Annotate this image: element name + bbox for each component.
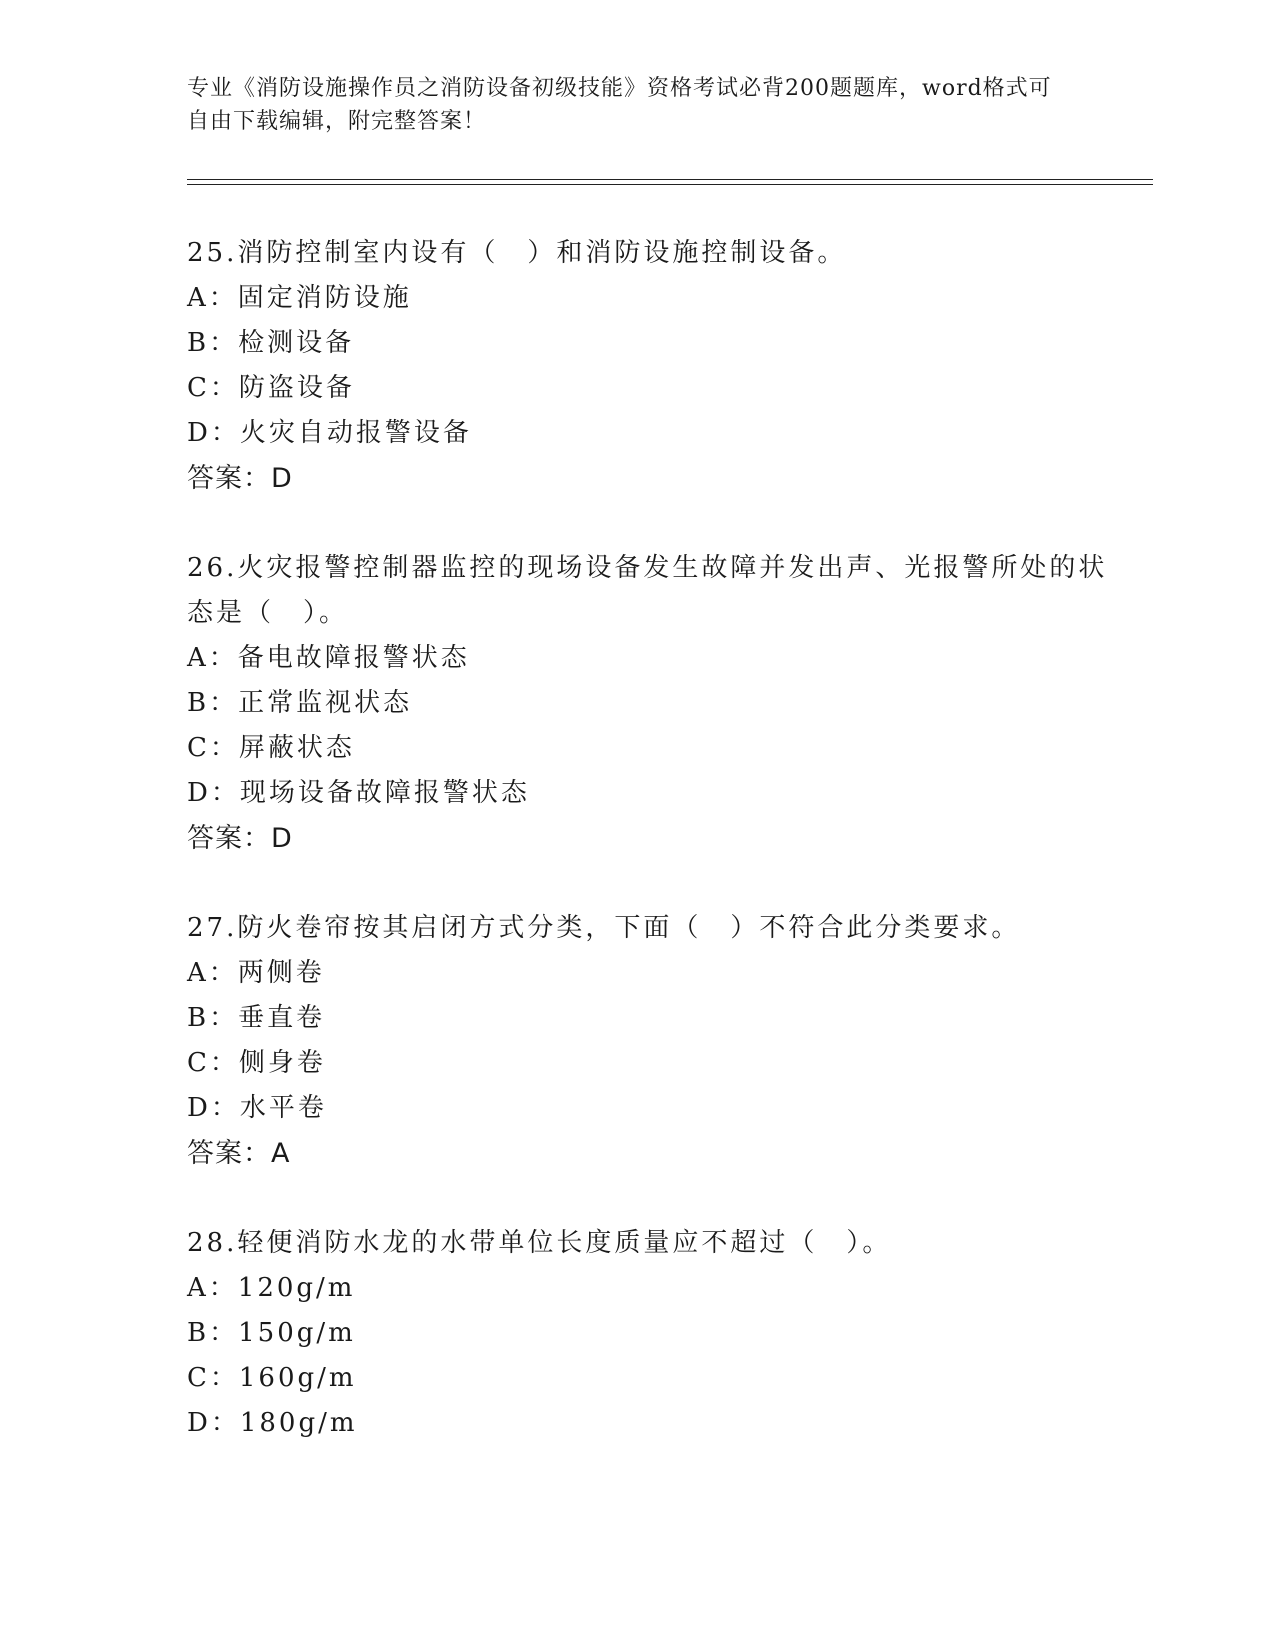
option-b[interactable]: B：检测设备 [187, 328, 355, 358]
question-28 [187, 1221, 1117, 1446]
header-divider-top [187, 179, 1153, 180]
document-intro: 专业《消防设施操作员之消防设备初级技能》资格考试必背200题题库，word格式可自由下载编辑，附完整答案！ [187, 76, 1052, 134]
question-stem: 26.火灾报警控制器监控的现场设备发生故障并发出声、光报警所处的状态是（ ）。 [187, 553, 1108, 628]
option-b[interactable]: B：垂直卷 [187, 1003, 326, 1033]
option-c[interactable]: C：防盗设备 [187, 373, 355, 403]
question-list [187, 231, 1117, 1490]
question-27 [187, 906, 1117, 1177]
option-d[interactable]: D：火灾自动报警设备 [187, 418, 472, 448]
option-a[interactable]: A：120g/m [187, 1273, 356, 1303]
answer-key: 答案：D [187, 823, 293, 854]
question-stem: 25.消防控制室内设有（ ）和消防设施控制设备。 [187, 238, 847, 268]
answer-key: 答案：D [187, 463, 293, 494]
header-divider-bottom [187, 184, 1153, 185]
option-c[interactable]: C：160g/m [187, 1363, 357, 1393]
option-a[interactable]: A：固定消防设施 [187, 283, 412, 313]
option-c[interactable]: C：屏蔽状态 [187, 733, 355, 763]
option-d[interactable]: D：水平卷 [187, 1093, 327, 1123]
option-b[interactable]: B：正常监视状态 [187, 688, 413, 718]
option-b[interactable]: B：150g/m [187, 1318, 356, 1348]
question-stem: 27.防火卷帘按其启闭方式分类，下面（ ）不符合此分类要求。 [187, 913, 1021, 943]
question-26 [187, 546, 1117, 862]
option-c[interactable]: C：侧身卷 [187, 1048, 326, 1078]
option-a[interactable]: A：两侧卷 [187, 958, 325, 988]
option-d[interactable]: D：180g/m [187, 1408, 358, 1438]
option-d[interactable]: D：现场设备故障报警状态 [187, 778, 530, 808]
question-25 [187, 231, 1117, 502]
option-a[interactable]: A：备电故障报警状态 [187, 643, 470, 673]
answer-key: 答案：A [187, 1138, 291, 1169]
question-stem: 28.轻便消防水龙的水带单位长度质量应不超过（ ）。 [187, 1228, 892, 1258]
